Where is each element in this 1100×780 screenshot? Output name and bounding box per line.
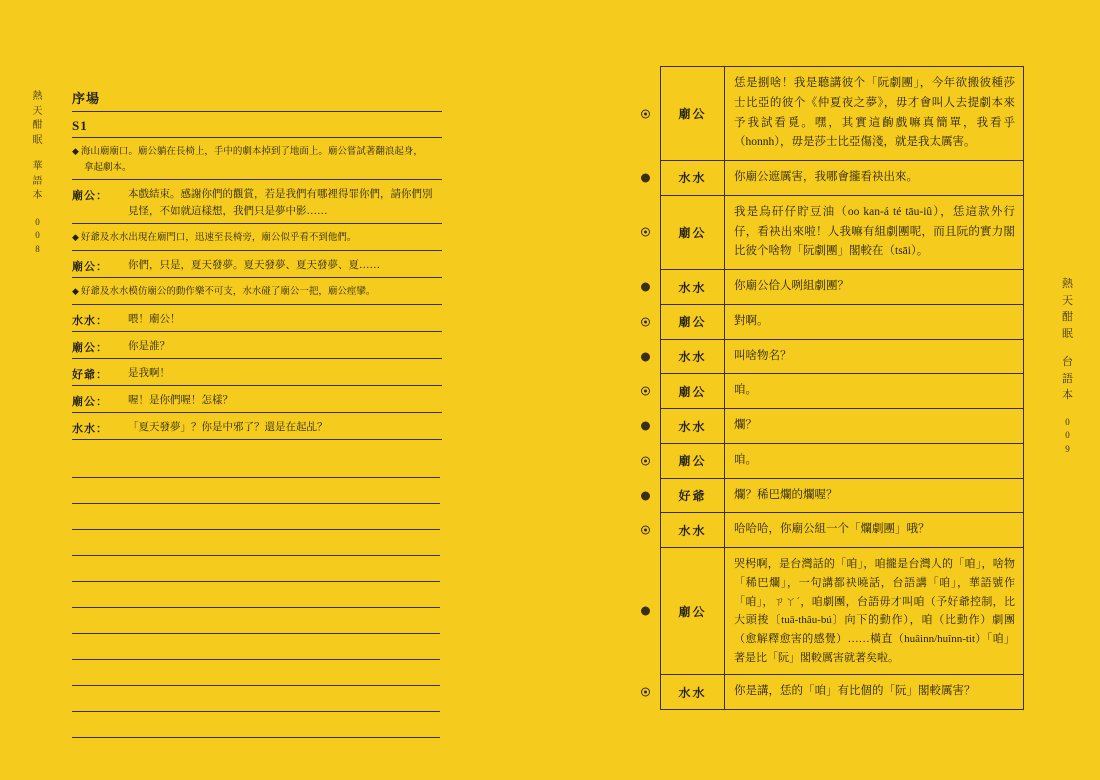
stage-direction: ◆ 海山廟廟口。廟公躺在長椅上，手中的劇本掉到了地面上。廟公嘗試著翻浪起身， 拿起劇本。 xyxy=(72,146,423,173)
table-row xyxy=(661,374,1023,409)
speaker-name: 水水 xyxy=(661,675,725,709)
speaker-name: 水水 xyxy=(661,513,725,547)
right-page xyxy=(560,0,1100,780)
speaker-text: 「夏天發夢」？你是中邪了？還是在起乩？ xyxy=(128,421,328,433)
right-page-number: 0 0 9 xyxy=(1065,416,1071,454)
speaker-name: 好爺： xyxy=(72,368,108,381)
left-sidenote-title: 熱天酣眠 xyxy=(32,91,44,146)
speaker-name: 好爺 xyxy=(661,479,725,513)
speaker-text: 是我啊！ xyxy=(128,367,170,379)
speaker-text: 你廟公遮厲害，我哪會攏看袂出來。 xyxy=(734,171,918,184)
script-line xyxy=(72,365,442,382)
row-marker-hollow-icon xyxy=(641,109,650,118)
blank-writing-lines xyxy=(72,452,440,738)
blank-line xyxy=(72,504,440,530)
divider xyxy=(72,250,442,251)
table-row xyxy=(661,305,1023,340)
blank-line xyxy=(72,712,440,738)
section-title: 序場 xyxy=(72,91,101,106)
row-marker-hollow-icon xyxy=(641,387,650,396)
table-row xyxy=(661,675,1023,709)
blank-line xyxy=(72,452,440,478)
speaker-text: 咱。 xyxy=(734,384,757,397)
divider xyxy=(72,331,442,332)
row-marker-hollow-icon xyxy=(641,317,650,326)
speaker-text: 爛？稀巴爛的爛喔？ xyxy=(734,488,838,501)
blank-line xyxy=(72,478,440,504)
speaker-text: 喔！是你們喔！怎樣？ xyxy=(128,394,233,406)
diamond-icon: ◆ xyxy=(72,146,79,156)
row-marker-filled-icon xyxy=(641,607,650,616)
speaker-name: 水水： xyxy=(72,422,108,435)
table-row xyxy=(661,270,1023,305)
right-sidenote-title: 熱天酣眠 xyxy=(1062,278,1074,340)
table-row xyxy=(661,196,1023,270)
speaker-text: 哭枵啊，是台灣話的「咱」，咱攏是台灣人的「咱」，啥物「稀巴爛」，一句講都袂曉話，台語講「咱」，華語號作「咱」，ㄗㄚˊ，咱劇團，台語毋才叫咱（予好爺控制，比大頭捘〔tuā-thâu-bú〕向下的動作），咱（比動作）劇團（愈解釋愈害的感覺）……橫直（huâinn/huînn-tit）「咱」著是比「阮」閣較厲害就著矣啦。 xyxy=(734,558,1015,664)
row-marker-filled-icon xyxy=(641,352,650,361)
divider xyxy=(72,179,442,180)
speaker-name: 廟公： xyxy=(72,261,108,274)
speaker-text: 我是烏矸仔貯豆油（oo kan-á té tāu-iû），恁這款外行仔，看袂出來啦！人我嘛有組劇團呢，而且阮的實力閣比彼个啥物「阮劇團」閣較在（tsāi）。 xyxy=(734,205,1015,258)
row-marker-filled-icon xyxy=(641,491,650,500)
speaker-name: 廟公： xyxy=(72,395,108,408)
speaker-name: 廟公： xyxy=(72,341,108,354)
table-row xyxy=(661,444,1023,479)
left-page-number: 0 0 8 xyxy=(35,216,41,254)
speaker-name: 廟公 xyxy=(661,374,725,408)
speaker-name: 廟公 xyxy=(661,67,725,160)
divider xyxy=(72,358,442,359)
speaker-name: 水水 xyxy=(661,161,725,195)
scene-number: S1 xyxy=(72,118,88,133)
table-row xyxy=(661,548,1023,675)
row-marker-hollow-icon xyxy=(641,526,650,535)
table-row xyxy=(661,340,1023,375)
divider xyxy=(72,304,442,305)
speaker-text: 喂！廟公！ xyxy=(128,313,181,325)
blank-line xyxy=(72,608,440,634)
speaker-name: 廟公： xyxy=(72,190,108,203)
diamond-icon: ◆ xyxy=(72,232,79,243)
divider xyxy=(72,385,442,386)
right-sidenote xyxy=(1060,276,1076,456)
divider xyxy=(72,111,442,112)
speaker-text: 恁是捌啥！我是聽講彼个「阮劇團」，今年欲搬彼種莎士比亞的彼个《仲夏夜之夢》，毋才會叫人去提劇本來予我試看覓。嘿，其實這齣戲嘛真簡單，我看乎（honnh），毋是莎士比亞傷淺，就是我太厲害。 xyxy=(734,77,1015,149)
divider xyxy=(72,439,442,440)
speaker-text: 爛？ xyxy=(734,419,757,432)
left-body xyxy=(72,88,442,446)
left-sidenote-subtitle: 華語本 xyxy=(32,161,44,201)
speaker-name: 水水： xyxy=(72,314,108,327)
speaker-text: 你是講，恁的「咱」有比個的「阮」閣較厲害？ xyxy=(734,685,976,698)
divider xyxy=(72,277,442,278)
speaker-text: 本戲結束。感謝你們的觀賞，若是我們有哪裡得罪你們，請你們別見怪，不如就這樣想，我們只是夢中影…… xyxy=(128,189,433,218)
speaker-text: 對啊。 xyxy=(734,314,769,327)
blank-line xyxy=(72,556,440,582)
blank-line xyxy=(72,582,440,608)
row-marker-filled-icon xyxy=(641,173,650,182)
row-marker-hollow-icon xyxy=(641,228,650,237)
script-line xyxy=(72,392,442,409)
speaker-text: 叫啥物名？ xyxy=(734,349,792,362)
speaker-name: 廟公 xyxy=(661,548,725,674)
script-line xyxy=(72,338,442,355)
table-row xyxy=(661,479,1023,514)
divider xyxy=(72,223,442,224)
divider xyxy=(72,137,442,138)
speaker-name: 水水 xyxy=(661,409,725,443)
diamond-icon: ◆ xyxy=(72,286,79,297)
row-marker-filled-icon xyxy=(641,283,650,292)
speaker-name: 廟公 xyxy=(661,305,725,339)
blank-line xyxy=(72,660,440,686)
speaker-text: 咱。 xyxy=(734,453,757,466)
stage-direction: ◆ 好爺及水水模仿廟公的動作樂不可支，水水碰了廟公一把，廟公痙攣。 xyxy=(72,286,376,298)
script-line xyxy=(72,186,442,220)
script-line xyxy=(72,257,442,274)
blank-line xyxy=(72,634,440,660)
table-row xyxy=(661,67,1023,161)
table-row xyxy=(661,161,1023,196)
speaker-name: 水水 xyxy=(661,340,725,374)
left-page xyxy=(0,0,520,780)
blank-line xyxy=(72,686,440,712)
blank-line xyxy=(72,530,440,556)
speaker-text: 你廟公佮人咧組劇團？ xyxy=(734,280,849,293)
left-sidenote xyxy=(30,90,46,256)
table-row xyxy=(661,513,1023,548)
row-marker-hollow-icon xyxy=(641,456,650,465)
speaker-text: 哈哈哈，你廟公組一个「爛劇團」哦？ xyxy=(734,523,930,536)
script-line xyxy=(72,419,442,436)
speaker-text: 你是誰？ xyxy=(128,340,170,352)
divider xyxy=(72,412,442,413)
dialogue-table xyxy=(660,66,1024,710)
speaker-text: 你們，只是，夏天發夢。夏天發夢、夏天發夢、夏…… xyxy=(128,260,380,272)
stage-direction: ◆ 好爺及水水出現在廟門口，迅速至長椅旁，廟公似乎看不到他們。 xyxy=(72,232,357,244)
speaker-name: 水水 xyxy=(661,270,725,304)
right-sidenote-subtitle: 台語本 xyxy=(1062,356,1074,401)
table-row xyxy=(661,409,1023,444)
row-marker-hollow-icon xyxy=(641,688,650,697)
speaker-name: 廟公 xyxy=(661,444,725,478)
script-line xyxy=(72,311,442,328)
speaker-name: 廟公 xyxy=(661,196,725,269)
row-marker-filled-icon xyxy=(641,422,650,431)
